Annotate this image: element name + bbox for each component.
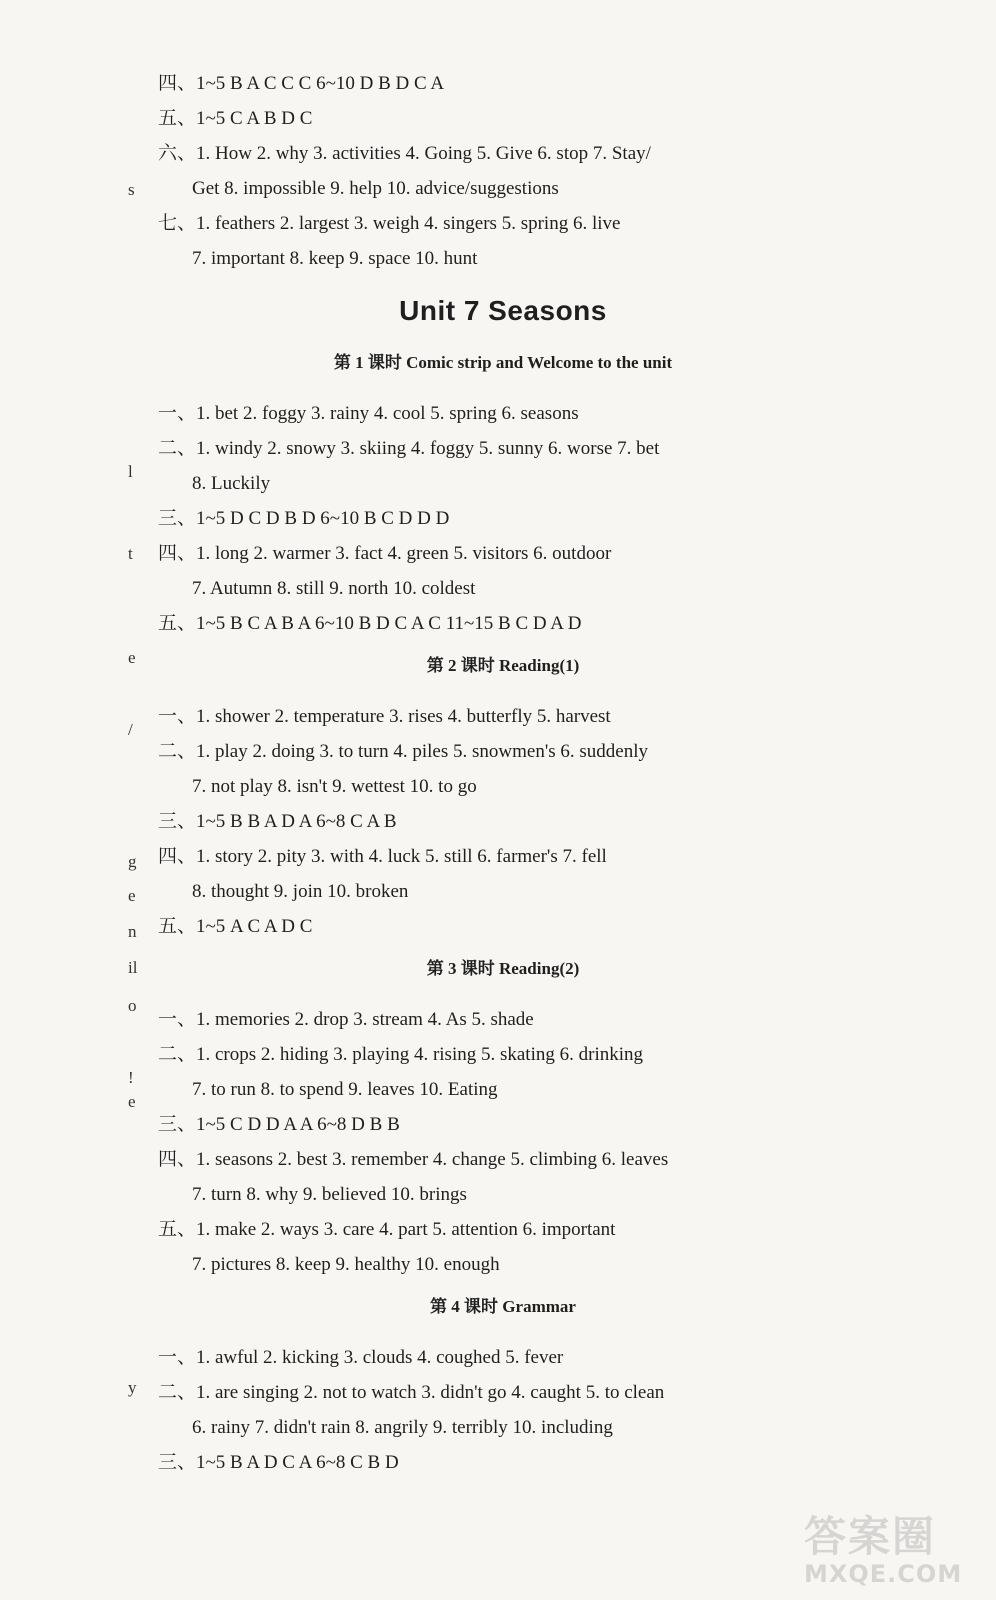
answer-line: 一、1. shower 2. temperature 3. rises 4. butterfly 5. harvest bbox=[158, 706, 611, 727]
margin-fragment: e bbox=[128, 886, 136, 905]
answer-line: 五、1~5 B C A B A 6~10 B D C A C 11~15 B C D A D bbox=[158, 613, 582, 634]
answer-line: 7. Autumn 8. still 9. north 10. coldest bbox=[192, 578, 476, 599]
margin-fragment: e bbox=[128, 648, 136, 667]
lesson-heading: 第 4 课时 Grammar bbox=[430, 1297, 576, 1316]
answer-line: Get 8. impossible 9. help 10. advice/suggestions bbox=[192, 178, 559, 199]
answer-line: 8. Luckily bbox=[192, 473, 271, 494]
answer-line: 一、1. memories 2. drop 3. stream 4. As 5. shade bbox=[158, 1009, 534, 1030]
unit-title: Unit 7 Seasons bbox=[399, 295, 607, 326]
answer-line: 二、1. windy 2. snowy 3. skiing 4. foggy 5. sunny 6. worse 7. bet bbox=[158, 438, 660, 459]
margin-fragment: n bbox=[128, 922, 137, 941]
answer-line: 6. rainy 7. didn't rain 8. angrily 9. terribly 10. including bbox=[192, 1417, 613, 1438]
lesson-heading: 第 3 课时 Reading(2) bbox=[426, 959, 580, 978]
margin-fragment: ! bbox=[128, 1068, 134, 1087]
answer-line: 四、1~5 B A C C C 6~10 D B D C A bbox=[158, 73, 445, 94]
answer-line: 三、1~5 B A D C A 6~8 C B D bbox=[158, 1452, 399, 1473]
watermark-logo bbox=[804, 1504, 974, 1594]
answer-line: 五、1~5 A C A D C bbox=[158, 916, 313, 937]
margin-fragment: il bbox=[128, 958, 138, 977]
margin-fragment: l bbox=[128, 462, 133, 481]
answer-line: 七、1. feathers 2. largest 3. weigh 4. singers 5. spring 6. live bbox=[158, 213, 621, 234]
answer-line: 五、1~5 C A B D C bbox=[158, 108, 313, 129]
margin-fragment: / bbox=[128, 720, 133, 739]
margin-fragment: s bbox=[128, 180, 135, 199]
answer-line: 六、1. How 2. why 3. activities 4. Going 5. Give 6. stop 7. Stay/ bbox=[158, 143, 651, 164]
answer-line: 7. turn 8. why 9. believed 10. brings bbox=[192, 1184, 467, 1205]
answer-line: 三、1~5 B B A D A 6~8 C A B bbox=[158, 811, 397, 832]
answer-line: 二、1. play 2. doing 3. to turn 4. piles 5. snowmen's 6. suddenly bbox=[158, 741, 649, 762]
answer-line: 7. not play 8. isn't 9. wettest 10. to go bbox=[192, 776, 477, 797]
margin-fragment: t bbox=[128, 544, 133, 563]
answer-key-content bbox=[158, 66, 848, 1480]
answer-line: 五、1. make 2. ways 3. care 4. part 5. attention 6. important bbox=[158, 1219, 616, 1240]
answer-line: 四、1. long 2. warmer 3. fact 4. green 5. visitors 6. outdoor bbox=[158, 543, 612, 564]
answer-line: 一、1. bet 2. foggy 3. rainy 4. cool 5. spring 6. seasons bbox=[158, 403, 579, 424]
margin-fragment: e bbox=[128, 1092, 136, 1111]
margin-fragment: o bbox=[128, 996, 137, 1015]
answer-line: 三、1~5 D C D B D 6~10 B C D D D bbox=[158, 508, 450, 529]
answer-line: 7. pictures 8. keep 9. healthy 10. enough bbox=[192, 1254, 500, 1275]
watermark-bottom: MXQE.COM bbox=[804, 1560, 963, 1588]
answer-line: 二、1. are singing 2. not to watch 3. didn't go 4. caught 5. to clean bbox=[158, 1382, 665, 1403]
margin-fragment: g bbox=[128, 852, 137, 871]
answer-line: 8. thought 9. join 10. broken bbox=[192, 881, 409, 902]
answer-line: 二、1. crops 2. hiding 3. playing 4. rising 5. skating 6. drinking bbox=[158, 1044, 644, 1065]
answer-line: 四、1. story 2. pity 3. with 4. luck 5. still 6. farmer's 7. fell bbox=[158, 846, 607, 867]
lesson-heading: 第 1 课时 Comic strip and Welcome to the unit bbox=[333, 353, 673, 372]
answer-line: 7. important 8. keep 9. space 10. hunt bbox=[192, 248, 478, 269]
watermark-top: 答案圈 bbox=[804, 1512, 937, 1561]
margin-fragment: y bbox=[128, 1378, 137, 1397]
answer-line: 7. to run 8. to spend 9. leaves 10. Eating bbox=[192, 1079, 498, 1100]
answer-line: 三、1~5 C D D A A 6~8 D B B bbox=[158, 1114, 400, 1135]
lesson-heading: 第 2 课时 Reading(1) bbox=[426, 656, 580, 675]
answer-line: 四、1. seasons 2. best 3. remember 4. change 5. climbing 6. leaves bbox=[158, 1149, 669, 1170]
answer-line: 一、1. awful 2. kicking 3. clouds 4. coughed 5. fever bbox=[158, 1347, 564, 1368]
